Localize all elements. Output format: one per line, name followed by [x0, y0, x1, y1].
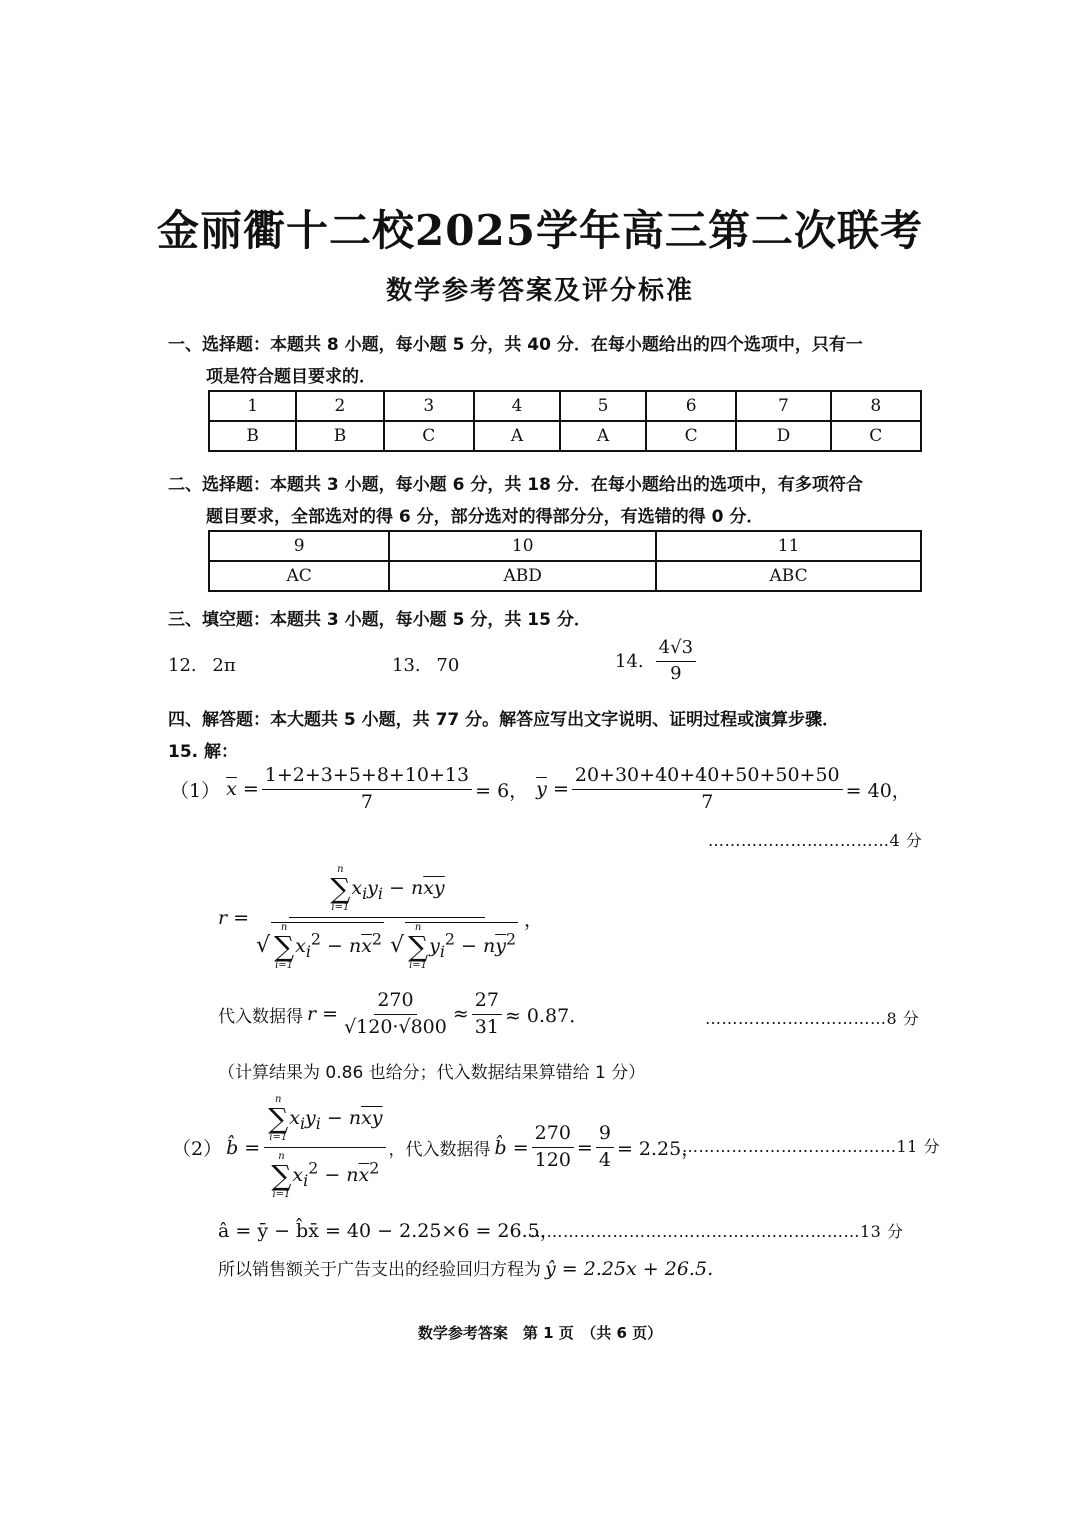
- a-hat-equation: â = ȳ − b̂x̄ = 40 − 2.25×6 = 26.5，: [218, 1220, 559, 1242]
- table-cell: 6: [646, 391, 736, 421]
- table-cell: C: [831, 421, 921, 451]
- table-cell: ABD: [389, 561, 656, 591]
- regression-equation: ŷ = 2.25x + 26.5．: [545, 1258, 727, 1280]
- table-cell: 9: [209, 531, 389, 561]
- section1-answer-table: [208, 390, 922, 452]
- conclusion-text: 所以销售额关于广告支出的经验回归方程为: [218, 1260, 541, 1280]
- table-cell: ABC: [656, 561, 921, 591]
- score-4: ……………………………4 分: [708, 831, 923, 850]
- xbar-numerator: 1+2+3+5+8+10+13: [262, 765, 472, 790]
- q13-answer: 70: [436, 655, 460, 676]
- r-approx-numerator: 27: [472, 990, 502, 1015]
- table-cell: 11: [656, 531, 921, 561]
- table-cell: A: [474, 421, 560, 451]
- q12-answer: 2π: [212, 655, 236, 676]
- table-cell: C: [646, 421, 736, 451]
- section1-instructions-line2: 项是符合题目要求的．: [206, 367, 376, 387]
- b-calc-numerator: 270: [532, 1123, 574, 1148]
- q14-answer-fraction: [656, 638, 696, 684]
- q14-numerator: 4√3: [656, 638, 696, 662]
- part1-label: （1）: [170, 779, 221, 802]
- q15-label: 15. 解：: [168, 742, 239, 762]
- section1-instructions-line1: 一、选择题：本题共 8 小题，每小题 5 分，共 40 分．在每小题给出的四个选项中，只有一: [168, 335, 863, 355]
- table-cell: 1: [209, 391, 296, 421]
- scoring-note: （计算结果为 0.86 也给分；代入数据结果算错给 1 分）: [218, 1063, 646, 1083]
- score-13: ……………………………………………………13 分: [530, 1222, 904, 1241]
- r-calc-denominator: √120·√800: [344, 1015, 447, 1038]
- r-calc-fraction: [341, 990, 450, 1039]
- page-title: 金丽衢十二校2025学年高三第二次联考: [157, 206, 923, 255]
- b-result: = 2.25，: [616, 1138, 701, 1160]
- b-calc-fraction: [532, 1123, 574, 1172]
- section4-instructions: 四、解答题：本大题共 5 小题，共 77 分。解答应写出文字说明、证明过程或演算步骤．: [168, 710, 840, 730]
- table-cell: A: [560, 421, 646, 451]
- table-cell: D: [736, 421, 830, 451]
- page-footer: 数学参考答案 第 1 页 （共 6 页）: [417, 1324, 663, 1342]
- q14-denominator: 9: [670, 662, 682, 684]
- table-cell: AC: [209, 561, 389, 591]
- conclusion: [218, 1254, 726, 1281]
- r-calc-numerator: 270: [374, 990, 416, 1015]
- ybar-denominator: 7: [701, 790, 714, 813]
- table-cell: 8: [831, 391, 921, 421]
- ybar-numerator: 20+30+40+40+50+50+50: [572, 765, 843, 790]
- table-cell: 3: [384, 391, 474, 421]
- r-approx-denominator: 31: [474, 1015, 499, 1038]
- q12-label: 12.: [168, 655, 197, 676]
- xbar-fraction: [262, 765, 472, 814]
- r-result: ≈ 0.87．: [504, 1004, 589, 1027]
- table-cell: 5: [560, 391, 646, 421]
- section2-instructions-line1: 二、选择题：本题共 3 小题，每小题 6 分，共 18 分．在每小题给出的选项中，有多项符合: [168, 475, 863, 495]
- q14-label: 14.: [615, 650, 644, 672]
- q13-label: 13.: [392, 655, 421, 676]
- section3-instructions: 三、填空题：本题共 3 小题，每小题 5 分，共 15 分．: [168, 610, 591, 630]
- b-hat-equation: （2） b̂ = n ∑ i=1 $x_iy_i - n\overline{xy}$ n ∑ i=1 $x_i^2 - n\overline{x}^2$ ，代入数据得 b̂ = $\frac{270}{120}$ = $\frac{9}{4}$ = 2.25，: [172, 1094, 701, 1200]
- b-simplified-denominator: 4: [598, 1149, 611, 1171]
- page-subtitle: 数学参考答案及评分标准: [385, 276, 694, 306]
- table-cell: B: [209, 421, 296, 451]
- table-cell: 2: [296, 391, 383, 421]
- r-formula: r = n ∑ i=1 $x_iy_i - n\overline{xy}$ √ n ∑ i=1 $x_i^2 - n\overline{x}^2$ √ n ∑ i=1 $y_i^2 - n\overline{y}^2$ ，: [218, 864, 544, 971]
- score-8: ……………………………8 分: [705, 1009, 920, 1028]
- b-calc-denominator: 120: [534, 1149, 571, 1171]
- b-substitute-label: ，代入数据得: [388, 1140, 491, 1160]
- substitute-label: 代入数据得: [218, 1006, 303, 1027]
- xbar-denominator: 7: [360, 790, 373, 813]
- r-substitution: 代入数据得 r = $\frac{270}{√120\cdot√800}$ ≈ $\frac{27}{31}$ ≈ 0.87．: [218, 989, 589, 1038]
- b-simplified-numerator: 9: [596, 1123, 614, 1148]
- table-cell: B: [296, 421, 383, 451]
- means-equation: （1） $\overline{x}$ = $\frac{1+2+3+5+8+10+13}{7}$ = 6， $\overline{y}$ = $\frac{20+30+40+40+50+50+50}{7}$ = 40，: [170, 764, 911, 813]
- table-cell: 10: [389, 531, 656, 561]
- score-11: …………………………………11 分: [682, 1137, 940, 1156]
- ybar-fraction: [572, 765, 843, 814]
- xbar-result: = 6，: [475, 779, 529, 802]
- section2-instructions-line2: 题目要求，全部选对的得 6 分，部分选对的得部分分，有选错的得 0 分．: [206, 507, 764, 527]
- ybar-result: = 40，: [845, 779, 911, 802]
- part2-label: （2）: [172, 1138, 223, 1160]
- r-approx-fraction: [472, 990, 502, 1039]
- b-simplified-fraction: [596, 1123, 614, 1172]
- table-cell: C: [384, 421, 474, 451]
- table-cell: 7: [736, 391, 830, 421]
- section2-answer-table: [208, 530, 922, 592]
- table-cell: 4: [474, 391, 560, 421]
